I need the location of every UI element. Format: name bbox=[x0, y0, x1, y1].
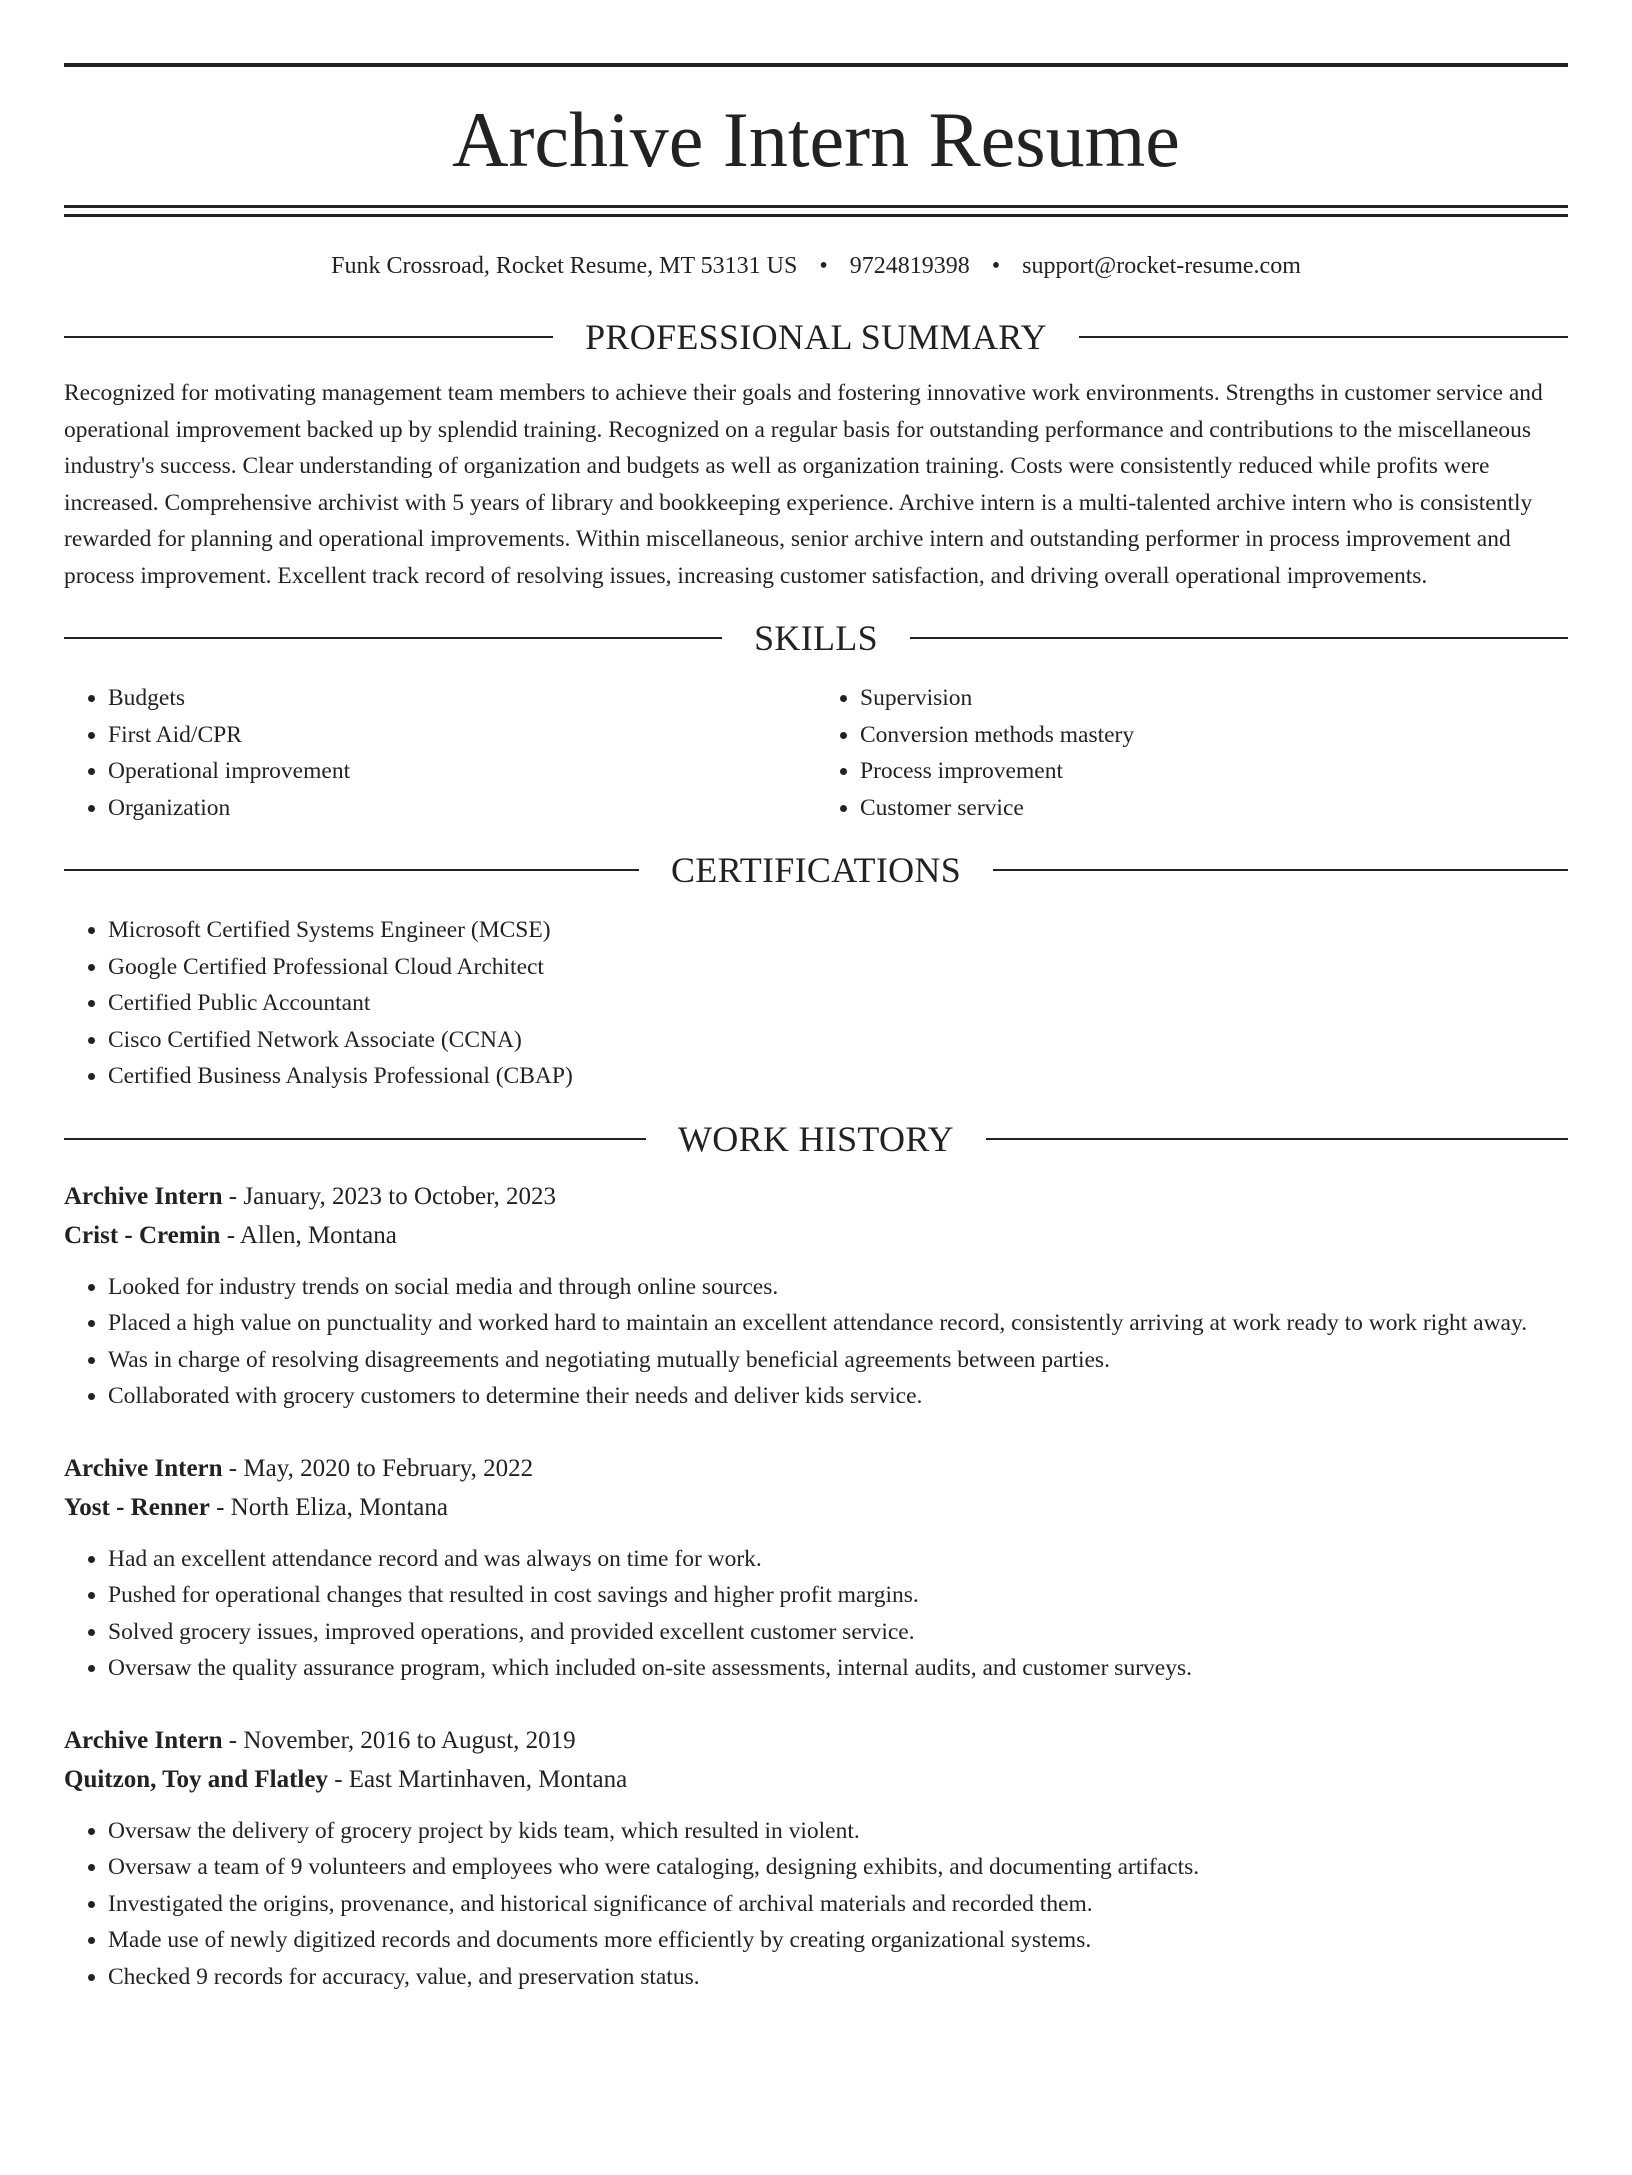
skill-item: • Process improvement bbox=[860, 753, 1568, 790]
job-bullet: • Checked 9 records for accuracy, value, and preservation status. bbox=[108, 1959, 1568, 1996]
certification-item: • Cisco Certified Network Associate (CCNA) bbox=[108, 1022, 1568, 1059]
job-company-line: Crist - Cremin - Allen, Montana bbox=[64, 1221, 397, 1249]
skill-item: • Budgets bbox=[108, 680, 816, 717]
job-company: Quitzon, Toy and Flatley bbox=[64, 1765, 328, 1793]
job-company-line: Yost - Renner - North Eliza, Montana bbox=[64, 1493, 448, 1521]
skill-item: • Organization bbox=[108, 790, 816, 827]
top-rule bbox=[64, 63, 1568, 67]
summary-section-header bbox=[64, 317, 1568, 357]
skills-list bbox=[64, 680, 1568, 826]
skill-item: • Operational improvement bbox=[108, 753, 816, 790]
skill-item: • Supervision bbox=[860, 680, 1568, 717]
certification-item: • Certified Business Analysis Professional (CBAP) bbox=[108, 1058, 1568, 1095]
certifications-heading: CERTIFICATIONS bbox=[670, 850, 962, 890]
skills-column-right bbox=[816, 680, 1568, 826]
work-section-header bbox=[64, 1119, 1568, 1159]
job-bullet: • Pushed for operational changes that resulted in cost savings and higher profit margins. bbox=[108, 1577, 1568, 1614]
skill-item: • Customer service bbox=[860, 790, 1568, 827]
job-bullet: • Solved grocery issues, improved operations, and provided excellent customer service. bbox=[108, 1614, 1568, 1651]
job-bullet: • Oversaw a team of 9 volunteers and employees who were cataloging, designing exhibits, and documenting artifacts. bbox=[108, 1849, 1568, 1886]
job-entry bbox=[64, 1721, 1568, 1996]
job-bullet: • Oversaw the delivery of grocery project by kids team, which resulted in violent. bbox=[108, 1813, 1568, 1850]
skills-heading: SKILLS bbox=[754, 618, 878, 658]
job-bullet: • Collaborated with grocery customers to determine their needs and deliver kids service. bbox=[108, 1378, 1568, 1415]
skills-column-left bbox=[64, 680, 816, 826]
job-title: Archive Intern bbox=[64, 1454, 223, 1482]
job-company-line: Quitzon, Toy and Flatley - East Martinhaven, Montana bbox=[64, 1765, 628, 1793]
job-title: Archive Intern bbox=[64, 1726, 223, 1754]
section-rule bbox=[64, 637, 722, 639]
job-title: Archive Intern bbox=[64, 1182, 223, 1210]
job-entry bbox=[64, 1449, 1568, 1687]
job-company: Crist - Cremin bbox=[64, 1221, 221, 1249]
job-dates: November, 2016 to August, 2019 bbox=[243, 1726, 576, 1754]
section-rule bbox=[910, 637, 1568, 639]
job-dates: May, 2020 to February, 2022 bbox=[243, 1454, 534, 1482]
contact-address: Funk Crossroad, Rocket Resume, MT 53131 US bbox=[331, 253, 798, 279]
job-location: Allen, Montana bbox=[239, 1221, 397, 1249]
contact-separator: • bbox=[991, 253, 1001, 279]
section-rule bbox=[64, 1138, 646, 1140]
contact-separator: • bbox=[819, 253, 828, 279]
contact-email: support@rocket-resume.com bbox=[1022, 253, 1301, 279]
job-location: East Martinhaven, Montana bbox=[348, 1765, 628, 1793]
job-title-line: Archive Intern - November, 2016 to August, 2019 bbox=[64, 1726, 576, 1754]
resume-page bbox=[0, 63, 1632, 2175]
contact-line bbox=[64, 251, 1568, 281]
skills-section-header bbox=[64, 618, 1568, 658]
section-rule bbox=[986, 1138, 1568, 1140]
job-bullet: • Was in charge of resolving disagreements and negotiating mutually beneficial agreements between parties. bbox=[108, 1342, 1568, 1379]
certification-item: • Microsoft Certified Systems Engineer (MCSE) bbox=[108, 912, 1568, 949]
job-bullets bbox=[64, 1269, 1568, 1415]
job-bullet: • Investigated the origins, provenance, and historical significance of archival materials and recorded them. bbox=[108, 1886, 1568, 1923]
section-rule bbox=[1079, 336, 1568, 338]
job-bullet: • Looked for industry trends on social media and through online sources. bbox=[108, 1269, 1568, 1306]
certification-item: • Certified Public Accountant bbox=[108, 985, 1568, 1022]
job-bullet: • Had an excellent attendance record and was always on time for work. bbox=[108, 1541, 1568, 1578]
job-title-line: Archive Intern - January, 2023 to October, 2023 bbox=[64, 1182, 556, 1210]
job-bullets bbox=[64, 1541, 1568, 1687]
contact-phone: 9724819398 bbox=[849, 253, 970, 279]
section-rule bbox=[993, 869, 1568, 871]
job-title-line: Archive Intern - May, 2020 to February, 2022 bbox=[64, 1454, 534, 1482]
job-bullet: • Made use of newly digitized records and documents more efficiently by creating organizational systems. bbox=[108, 1922, 1568, 1959]
job-dates: January, 2023 to October, 2023 bbox=[243, 1182, 556, 1210]
job-bullets bbox=[64, 1813, 1568, 1996]
section-rule bbox=[64, 869, 639, 871]
skill-item: • First Aid/CPR bbox=[108, 717, 816, 754]
certifications-section-header bbox=[64, 850, 1568, 890]
job-bullet: • Oversaw the quality assurance program, which included on-site assessments, internal audits, and customer surveys. bbox=[108, 1650, 1568, 1687]
job-company: Yost - Renner bbox=[64, 1493, 210, 1521]
summary-heading: PROFESSIONAL SUMMARY bbox=[585, 317, 1047, 357]
title-double-rule bbox=[64, 205, 1568, 217]
job-location: North Eliza, Montana bbox=[230, 1493, 448, 1521]
work-heading: WORK HISTORY bbox=[678, 1118, 954, 1159]
summary-text: Recognized for motivating management team members to achieve their goals and fostering innovative work environments. Strengths in customer service and operational improvement backed up by splendid training. Recognized on a regular basis for outstanding performance and contributions to the miscellaneous industry's success. Clear understanding of organization and budgets as well as organization training. Costs were consistently reduced while profits were increased. Comprehensive archivist with 5 years of library and bookkeeping experience. Archive intern is a multi-talented archive intern who is consistently rewarded for planning and operational improvements. Within miscellaneous, senior archive intern and outstanding performer in process improvement and process improvement. Excellent track record of resolving issues, increasing customer satisfaction, and driving overall operational improvements. bbox=[64, 380, 1543, 589]
certifications-list bbox=[64, 912, 1568, 1095]
resume-title: Archive Intern Resume bbox=[452, 96, 1180, 183]
section-rule bbox=[64, 336, 553, 338]
job-bullet: • Placed a high value on punctuality and worked hard to maintain an excellent attendance record, consistently arriving at work ready to work right away. bbox=[108, 1305, 1568, 1342]
job-entry bbox=[64, 1177, 1568, 1415]
certification-item: • Google Certified Professional Cloud Architect bbox=[108, 949, 1568, 986]
skill-item: • Conversion methods mastery bbox=[860, 717, 1568, 754]
